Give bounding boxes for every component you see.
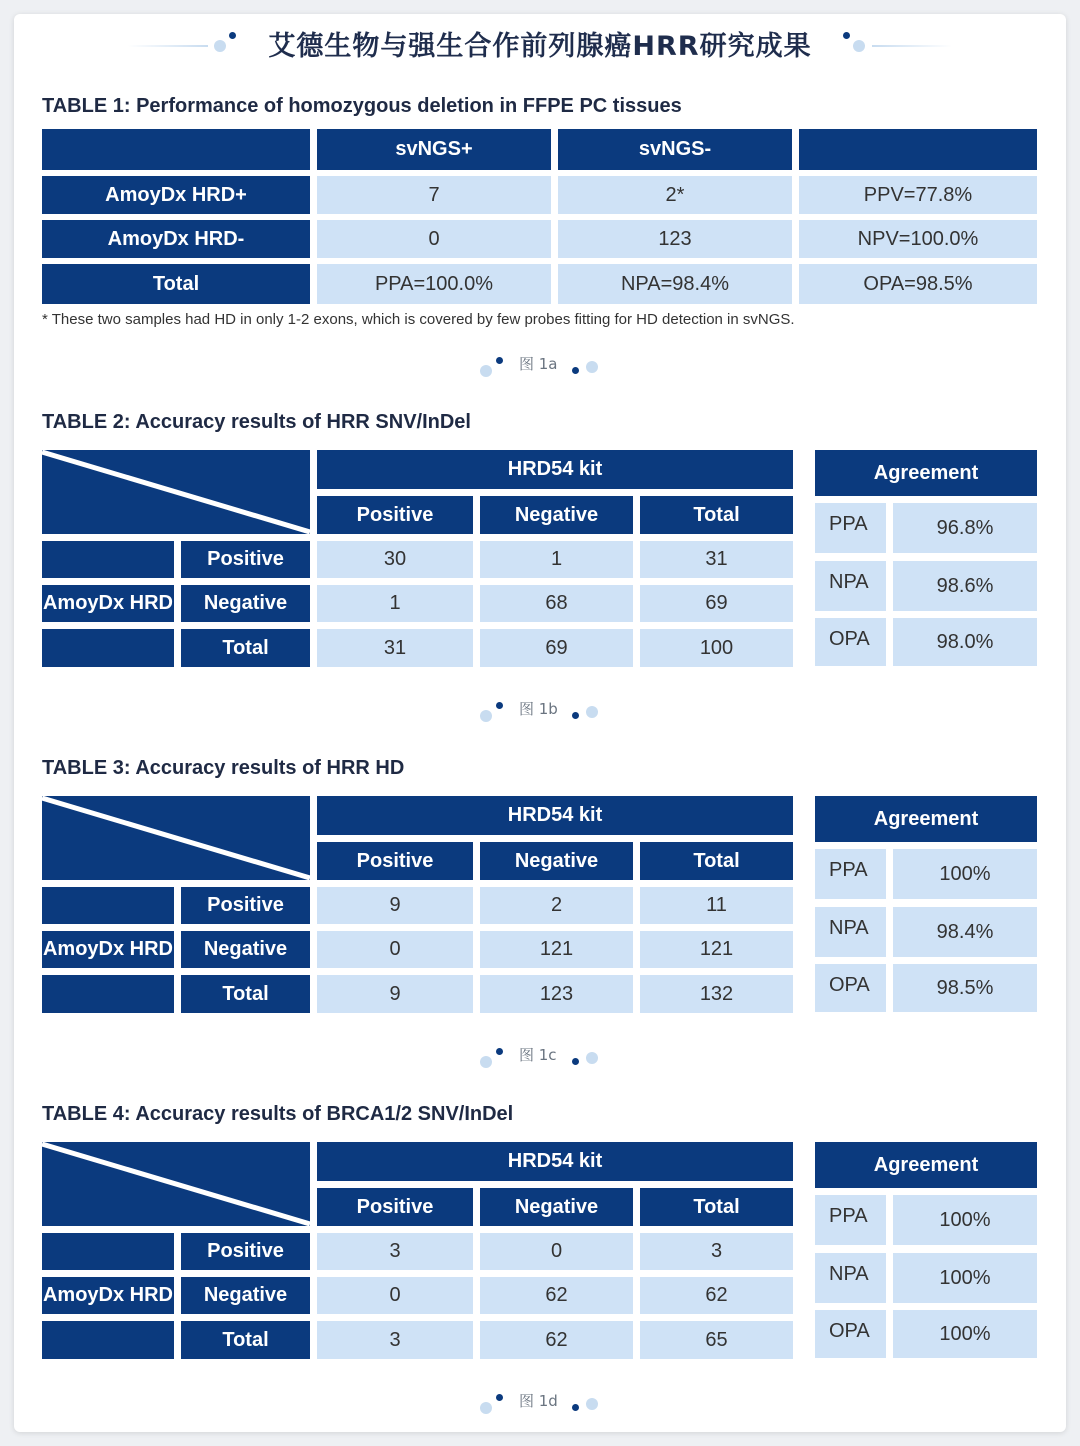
column-header: Positive: [317, 496, 473, 534]
table-cell: 0: [317, 1277, 473, 1314]
figure-dot-light: [480, 1056, 492, 1068]
figure-dot-dark: [572, 1058, 579, 1065]
title-right-dot-dark: [843, 32, 850, 39]
figure-dot-light: [586, 1398, 598, 1410]
table1-cell: NPA=98.4%: [558, 264, 792, 304]
corner-diagonal-line: [42, 796, 310, 880]
table-cell: 31: [640, 541, 793, 578]
table1-header-metric: [799, 129, 1037, 170]
figure-dot-light: [480, 1402, 492, 1414]
figure-label: 图 1a: [519, 355, 558, 373]
figure-dot-dark: [496, 702, 503, 709]
table2-corner-cell: [42, 450, 310, 534]
table-cell: 0: [480, 1233, 633, 1270]
agreement-header: Agreement: [815, 450, 1037, 496]
row-label: Negative: [181, 931, 310, 968]
table-cell: 9: [317, 887, 473, 924]
corner-diagonal-line: [42, 1142, 310, 1226]
agreement-value: 98.6%: [893, 561, 1037, 611]
column-header: Negative: [480, 842, 633, 880]
table1-caption: TABLE 1: Performance of homozygous deletion in FFPE PC tissues: [42, 95, 682, 117]
kit-header: HRD54 kit: [317, 450, 793, 489]
row-group-cell: [42, 1321, 174, 1359]
corner-diagonal-line: [42, 450, 310, 534]
agreement-metric: PPA: [815, 1195, 886, 1245]
agreement-value: 98.5%: [893, 964, 1037, 1012]
row-group-cell: [42, 975, 174, 1013]
table1-cell: 123: [558, 220, 792, 258]
table-cell: 3: [317, 1233, 473, 1270]
row-label: Total: [181, 975, 310, 1013]
table-cell: 69: [640, 585, 793, 622]
figure-label: 图 1d: [519, 1392, 558, 1410]
column-header: Positive: [317, 1188, 473, 1226]
table-cell: 100: [640, 629, 793, 667]
table-cell: 0: [317, 931, 473, 968]
figure-dot-dark: [572, 367, 579, 374]
table4-caption: TABLE 4: Accuracy results of BRCA1/2 SNV/InDel: [42, 1103, 514, 1125]
row-group-cell: [42, 629, 174, 667]
kit-header: HRD54 kit: [317, 1142, 793, 1181]
table-cell: 121: [480, 931, 633, 968]
table3-caption: TABLE 3: Accuracy results of HRR HD: [42, 757, 405, 779]
page-title: 艾德生物与强生合作前列腺癌HRR研究成果: [268, 31, 812, 62]
table1-cell: OPA=98.5%: [799, 264, 1037, 304]
agreement-value: 98.0%: [893, 618, 1037, 666]
row-group-label: AmoyDx HRD: [42, 1277, 174, 1314]
column-header: Positive: [317, 842, 473, 880]
table1-footnote: * These two samples had HD in only 1-2 exons, which is covered by few probes fitting for HD detection in svNGS.: [42, 311, 795, 328]
figure-dot-dark: [496, 357, 503, 364]
figure-dot-dark: [572, 712, 579, 719]
column-header: Total: [640, 842, 793, 880]
row-group-cell: [42, 887, 174, 924]
figure-label: 图 1b: [519, 700, 558, 718]
agreement-value: 100%: [893, 1253, 1037, 1303]
table-cell: 1: [480, 541, 633, 578]
table1-cell: 0: [317, 220, 551, 258]
agreement-value: 96.8%: [893, 503, 1037, 553]
figure-dot-dark: [496, 1048, 503, 1055]
table1-cell: 2*: [558, 176, 792, 214]
table-cell: 1: [317, 585, 473, 622]
table-cell: 121: [640, 931, 793, 968]
column-header: Negative: [480, 1188, 633, 1226]
table1-header-svngs-neg: svNGS-: [558, 129, 792, 170]
agreement-value: 100%: [893, 1310, 1037, 1358]
row-label: Total: [181, 629, 310, 667]
figure-dot-dark: [572, 1404, 579, 1411]
agreement-value: 100%: [893, 849, 1037, 899]
table1-cell: 7: [317, 176, 551, 214]
row-label: Total: [181, 1321, 310, 1359]
agreement-metric: NPA: [815, 1253, 886, 1303]
row-group-cell: [42, 1233, 174, 1270]
agreement-metric: PPA: [815, 503, 886, 553]
agreement-value: 100%: [893, 1195, 1037, 1245]
table1-cell: PPA=100.0%: [317, 264, 551, 304]
agreement-metric: OPA: [815, 618, 886, 666]
agreement-header: Agreement: [815, 1142, 1037, 1188]
table-cell: 68: [480, 585, 633, 622]
table1-row-label: AmoyDx HRD-: [42, 220, 310, 258]
figure-dot-light: [586, 706, 598, 718]
column-header: Total: [640, 1188, 793, 1226]
row-group-cell: [42, 541, 174, 578]
table2-caption: TABLE 2: Accuracy results of HRR SNV/InDel: [42, 411, 471, 433]
table-cell: 123: [480, 975, 633, 1013]
figure-dot-light: [480, 365, 492, 377]
agreement-header: Agreement: [815, 796, 1037, 842]
kit-header: HRD54 kit: [317, 796, 793, 835]
figure-dot-light: [480, 710, 492, 722]
table-cell: 62: [480, 1321, 633, 1359]
row-label: Negative: [181, 1277, 310, 1314]
agreement-metric: OPA: [815, 964, 886, 1012]
table1-cell: PPV=77.8%: [799, 176, 1037, 214]
title-right-dot-light: [853, 40, 865, 52]
title-right-line: [872, 45, 952, 47]
row-group-label: AmoyDx HRD: [42, 585, 174, 622]
row-label: Positive: [181, 1233, 310, 1270]
table-cell: 2: [480, 887, 633, 924]
table-cell: 62: [640, 1277, 793, 1314]
table-cell: 30: [317, 541, 473, 578]
table4-corner-cell: [42, 1142, 310, 1226]
table1-cell: NPV=100.0%: [799, 220, 1037, 258]
agreement-metric: OPA: [815, 1310, 886, 1358]
figure-dot-light: [586, 361, 598, 373]
table-cell: 65: [640, 1321, 793, 1359]
table-cell: 132: [640, 975, 793, 1013]
column-header: Total: [640, 496, 793, 534]
row-label: Positive: [181, 541, 310, 578]
table-cell: 11: [640, 887, 793, 924]
table1-row-label: Total: [42, 264, 310, 304]
table-cell: 3: [317, 1321, 473, 1359]
table-cell: 62: [480, 1277, 633, 1314]
table-cell: 31: [317, 629, 473, 667]
agreement-value: 98.4%: [893, 907, 1037, 957]
row-group-label: AmoyDx HRD: [42, 931, 174, 968]
figure-label: 图 1c: [519, 1046, 557, 1064]
table1-corner-cell: [42, 129, 310, 170]
table-cell: 3: [640, 1233, 793, 1270]
table-cell: 9: [317, 975, 473, 1013]
agreement-metric: PPA: [815, 849, 886, 899]
table-cell: 69: [480, 629, 633, 667]
row-label: Positive: [181, 887, 310, 924]
column-header: Negative: [480, 496, 633, 534]
table3-corner-cell: [42, 796, 310, 880]
table1-header-svngs-pos: svNGS+: [317, 129, 551, 170]
row-label: Negative: [181, 585, 310, 622]
agreement-metric: NPA: [815, 907, 886, 957]
figure-dot-light: [586, 1052, 598, 1064]
figure-dot-dark: [496, 1394, 503, 1401]
agreement-metric: NPA: [815, 561, 886, 611]
table1-row-label: AmoyDx HRD+: [42, 176, 310, 214]
